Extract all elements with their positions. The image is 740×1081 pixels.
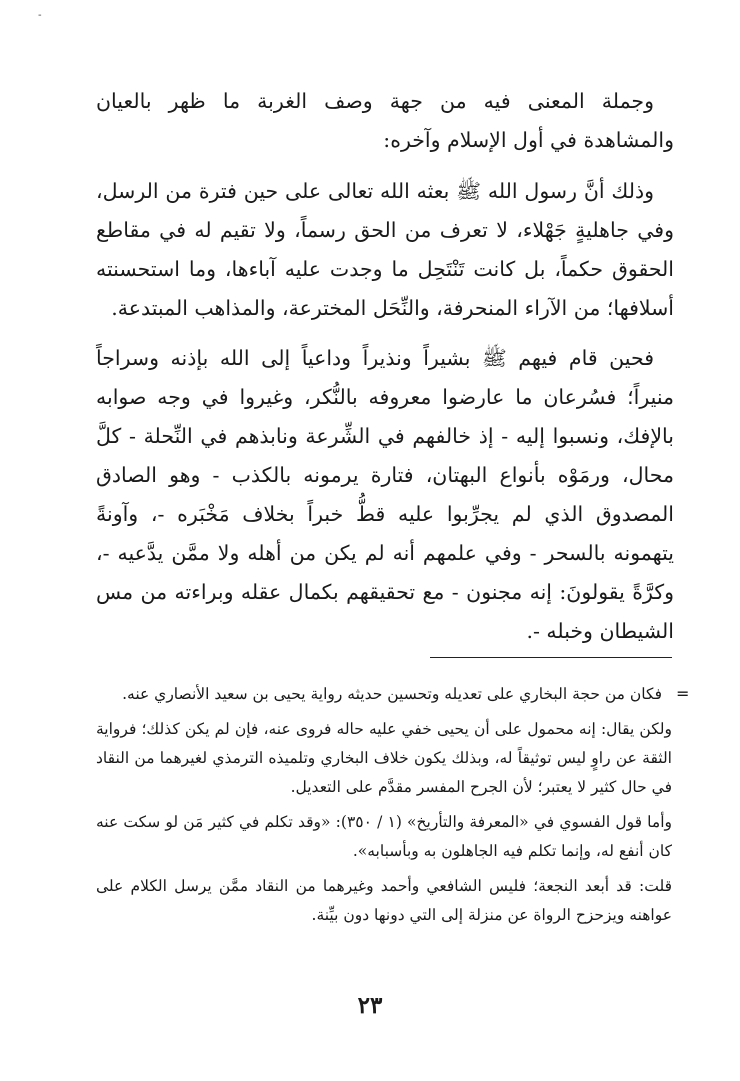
- footnote-paragraph: فكان من حجة البخاري على تعديله وتحسين حديثه رواية يحيى بن سعيد الأنصاري عنه.: [122, 685, 662, 703]
- footnote-paragraph: وأما قول الفسوي في «المعرفة والتأريخ» (١ / ٣٥٠): «وقد تكلم في كثير مَن لو سكت عنه كان أنفع له، وإنما تكلم فيه الجاهلون به وبأسبابه».: [96, 813, 672, 860]
- paragraph-jahiliyya: [96, 172, 674, 328]
- paragraph-intro: [96, 82, 674, 160]
- main-text-body: [96, 82, 674, 662]
- paragraph-intro-text: وجملة المعنى فيه من جهة وصف الغربة ما ظهر بالعيان والمشاهدة في أول الإسلام وآخره:: [96, 89, 674, 152]
- footnotes-block: [96, 680, 672, 936]
- paragraph-jahiliyya-text: وذلك أنَّ رسول الله ﷺ بعثه الله تعالى على حين فترة من الرسل، وفي جاهليةٍ جَهْلاء، لا تعرف من الحق رسماً، ولا تقيم له في مقاطع الحقوق حكماً، بل كانت تَنْتَحِل ما وجدت عليه آباءها، وما استحسنته أسلافها؛ من الآراء المنحرفة، والنِّحَل المخترعة، والمذاهب المبتدعة.: [96, 179, 674, 320]
- footnote-paragraph: قلت: قد أبعد النجعة؛ فليس الشافعي وأحمد وغيرهما من النقاد ممَّن يرسل الكلام على عواهنه ويزحزح الرواة عن منزلة إلى التي دونها دون بيِّنة.: [96, 877, 672, 924]
- page-number: ٢٣: [357, 992, 383, 1019]
- footnote-paragraph: ولكن يقال: إنه محمول على أن يحيى خفي عليه حاله فروى عنه، فإن لم يكن كذلك؛ فرواية الثقة عن راوٍ ليس توثيقاً له، وبذلك يكون خلاف البخاري وتلميذه الترمذي لغيرهما من النقاد في حال كثير لا يعتبر؛ لأن الجرح المفسر مقدَّم على التعديل.: [96, 720, 672, 796]
- footnote-continuation-mark: =: [676, 684, 690, 703]
- paragraph-prophet-call: [96, 339, 674, 651]
- corner-mark: -: [38, 10, 42, 21]
- footnote-separator: [430, 657, 672, 658]
- paragraph-prophet-call-text: فحين قام فيهم ﷺ بشيراً ونذيراً وداعياً إلى الله بإذنه وسراجاً منيراً؛ فسُرعان ما عارضوا معروفه بالنُّكر، وغيروا في وجه صوابه بالإفك، ونسبوا إليه - إذ خالفهم في الشِّرعة ونابذهم في النِّحلة - كلَّ محال، ورمَوْه بأنواع البهتان، فتارة يرمونه بالكذب - وهو الصادق المصدوق الذي لم يجرِّبوا عليه قطُّ خبراً بخلاف مَخْبَره -، وآونةً يتهمونه بالسحر - وفي علمهم أنه لم يكن من أهله ولا ممَّن يدَّعيه -، وكرَّةً يقولونَ: إنه مجنون - مع تحقيقهم بكمال عقله وبراءته من مس الشيطان وخبله -.: [96, 346, 674, 643]
